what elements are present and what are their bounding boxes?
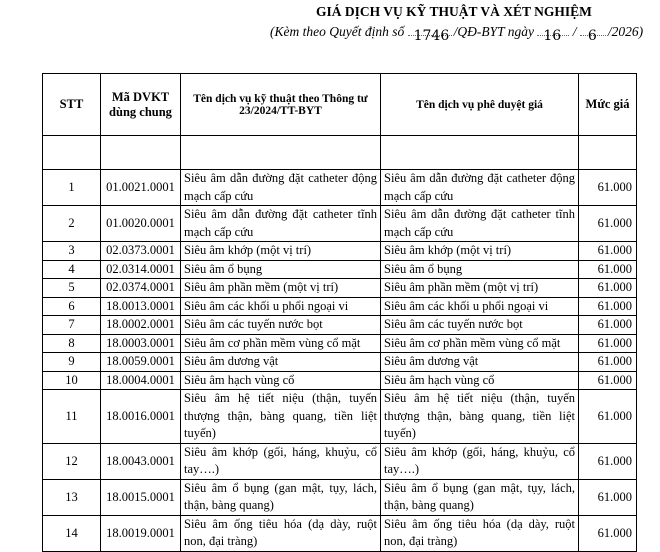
- stt-cell: 7: [43, 316, 101, 335]
- service-name-cell: Siêu âm hệ tiết niệu (thận, tuyến thượng thận, bàng quang, tiền liệt tuyến): [181, 390, 381, 444]
- price-table: [42, 73, 637, 552]
- price-cell: 61.000: [579, 390, 637, 444]
- price-cell: 61.000: [579, 279, 637, 298]
- code-cell: 18.0002.0001: [101, 316, 181, 335]
- stt-cell: 1: [43, 170, 101, 206]
- stt-cell: 3: [43, 242, 101, 261]
- decision-number-field: [408, 28, 454, 44]
- table-row: [43, 515, 637, 551]
- subtitle-mid: /QĐ-BYT ngày: [453, 24, 534, 39]
- document-subtitle: (Kèm theo Quyết định số 1746 /QĐ-BYT ngày 16 / 6 /2026): [270, 24, 644, 44]
- code-cell: 18.0013.0001: [101, 297, 181, 316]
- service-name-cell: Siêu âm cơ phần mềm vùng cổ mặt: [181, 334, 381, 353]
- stt-cell: 11: [43, 390, 101, 444]
- service-name-cell: Siêu âm dương vật: [181, 353, 381, 372]
- stt-cell: 9: [43, 353, 101, 372]
- stt-cell: 4: [43, 260, 101, 279]
- table-row: [43, 353, 637, 372]
- table-row: [43, 206, 637, 242]
- approved-name-cell: Siêu âm ổ bụng: [381, 260, 579, 279]
- col-header-code: Mã DVKT dùng chung: [101, 74, 181, 136]
- blank-cell: [381, 136, 579, 170]
- price-cell: 61.000: [579, 353, 637, 372]
- approved-name-cell: Siêu âm ổ bụng (gan mật, tụy, lách, thận, bàng quang): [381, 479, 579, 515]
- blank-cell: [101, 136, 181, 170]
- service-name-cell: Siêu âm hạch vùng cổ: [181, 371, 381, 390]
- blank-cell: [579, 136, 637, 170]
- table-row: [43, 443, 637, 479]
- stt-cell: 5: [43, 279, 101, 298]
- code-cell: 18.0059.0001: [101, 353, 181, 372]
- col-header-name-approved: Tên dịch vụ phê duyệt giá: [381, 74, 579, 136]
- code-cell: 18.0015.0001: [101, 479, 181, 515]
- service-name-cell: Siêu âm phần mềm (một vị trí): [181, 279, 381, 298]
- approved-name-cell: Siêu âm dẫn đường đặt catheter tĩnh mạch cấp cứu: [381, 206, 579, 242]
- decision-number: 1746: [413, 28, 450, 44]
- col-header-stt: STT: [43, 74, 101, 136]
- service-name-cell: Siêu âm ổ bụng (gan mật, tụy, lách, thận, bàng quang): [181, 479, 381, 515]
- service-name-cell: Siêu âm dẫn đường đặt catheter tĩnh mạch cấp cứu: [181, 206, 381, 242]
- stt-cell: 6: [43, 297, 101, 316]
- col-header-price: Mức giá: [579, 74, 637, 136]
- price-cell: 61.000: [579, 371, 637, 390]
- code-cell: 18.0016.0001: [101, 390, 181, 444]
- year-suffix: /2026): [607, 24, 644, 39]
- stt-cell: 2: [43, 206, 101, 242]
- approved-name-cell: Siêu âm các khối u phổi ngoại vi: [381, 297, 579, 316]
- month-value: 6: [587, 28, 597, 44]
- code-cell: 18.0043.0001: [101, 443, 181, 479]
- approved-name-cell: Siêu âm các tuyến nước bọt: [381, 316, 579, 335]
- service-name-cell: Siêu âm các tuyến nước bọt: [181, 316, 381, 335]
- service-name-cell: Siêu âm ống tiêu hóa (dạ dày, ruột non, đại tràng): [181, 515, 381, 551]
- table-blank-row: [43, 136, 637, 170]
- document-title: GIÁ DỊCH VỤ KỸ THUẬT VÀ XÉT NGHIỆM: [316, 4, 592, 19]
- approved-name-cell: Siêu âm hạch vùng cổ: [381, 371, 579, 390]
- table-row: [43, 242, 637, 261]
- col-header-name-circular: Tên dịch vụ kỹ thuật theo Thông tư 23/2024/TT-BYT: [181, 74, 381, 136]
- subtitle-prefix: (Kèm theo Quyết định số: [270, 24, 405, 39]
- blank-cell: [43, 136, 101, 170]
- service-name-cell: Siêu âm ổ bụng: [181, 260, 381, 279]
- stt-cell: 10: [43, 371, 101, 390]
- stt-cell: 12: [43, 443, 101, 479]
- service-name-cell: Siêu âm khớp (một vị trí): [181, 242, 381, 261]
- code-cell: 18.0019.0001: [101, 515, 181, 551]
- table-row: [43, 297, 637, 316]
- stt-cell: 14: [43, 515, 101, 551]
- service-name-cell: Siêu âm khớp (gối, háng, khuỷu, cổ tay….): [181, 443, 381, 479]
- day-value: 16: [543, 28, 562, 44]
- table-row: [43, 479, 637, 515]
- code-cell: 02.0373.0001: [101, 242, 181, 261]
- price-cell: 61.000: [579, 316, 637, 335]
- stt-cell: 13: [43, 479, 101, 515]
- day-field: [537, 28, 569, 44]
- code-cell: 18.0004.0001: [101, 371, 181, 390]
- table-body: [43, 170, 637, 552]
- price-cell: 61.000: [579, 334, 637, 353]
- approved-name-cell: Siêu âm khớp (một vị trí): [381, 242, 579, 261]
- price-cell: 61.000: [579, 242, 637, 261]
- stt-cell: 8: [43, 334, 101, 353]
- approved-name-cell: Siêu âm dương vật: [381, 353, 579, 372]
- table-row: [43, 390, 637, 444]
- service-name-cell: Siêu âm các khối u phổi ngoại vi: [181, 297, 381, 316]
- approved-name-cell: Siêu âm cơ phần mềm vùng cổ mặt: [381, 334, 579, 353]
- table-row: [43, 279, 637, 298]
- approved-name-cell: Siêu âm khớp (gối, háng, khuỷu, cổ tay….): [381, 443, 579, 479]
- blank-cell: [181, 136, 381, 170]
- table-row: [43, 260, 637, 279]
- price-cell: 61.000: [579, 170, 637, 206]
- approved-name-cell: Siêu âm ống tiêu hóa (dạ dày, ruột non, đại tràng): [381, 515, 579, 551]
- table-row: [43, 334, 637, 353]
- approved-name-cell: Siêu âm dẫn đường đặt catheter động mạch cấp cứu: [381, 170, 579, 206]
- price-cell: 61.000: [579, 443, 637, 479]
- approved-name-cell: Siêu âm hệ tiết niệu (thận, tuyến thượng thận, bàng quang, tiền liệt tuyến): [381, 390, 579, 444]
- price-cell: 61.000: [579, 260, 637, 279]
- code-cell: 02.0314.0001: [101, 260, 181, 279]
- table-row: [43, 316, 637, 335]
- price-cell: 61.000: [579, 515, 637, 551]
- code-cell: 01.0020.0001: [101, 206, 181, 242]
- service-name-cell: Siêu âm dẫn đường đặt catheter động mạch cấp cứu: [181, 170, 381, 206]
- month-field: [580, 28, 608, 44]
- price-cell: 61.000: [579, 479, 637, 515]
- code-cell: 01.0021.0001: [101, 170, 181, 206]
- code-cell: 18.0003.0001: [101, 334, 181, 353]
- approved-name-cell: Siêu âm phần mềm (một vị trí): [381, 279, 579, 298]
- price-cell: 61.000: [579, 297, 637, 316]
- table-row: [43, 371, 637, 390]
- price-cell: 61.000: [579, 206, 637, 242]
- table-header-row: [43, 74, 637, 136]
- table-row: [43, 170, 637, 206]
- code-cell: 02.0374.0001: [101, 279, 181, 298]
